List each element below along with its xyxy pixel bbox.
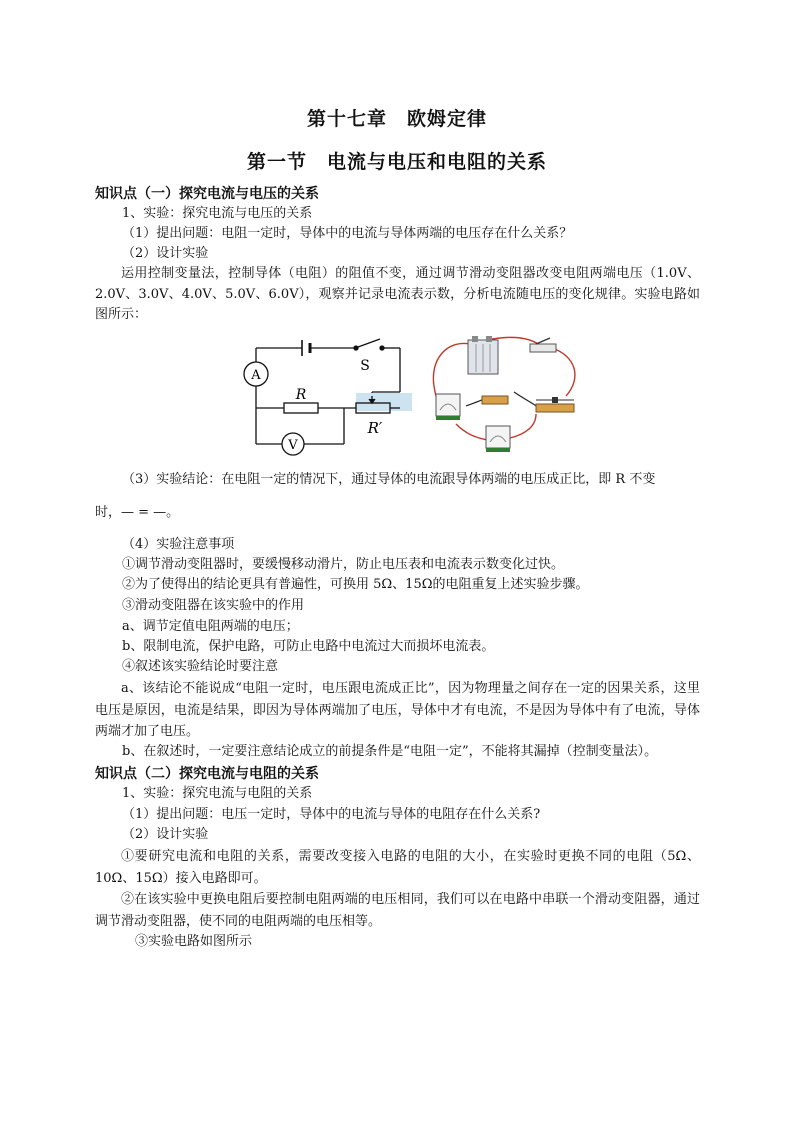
- kp1-conclusion-formula: 时，— = —。: [95, 505, 180, 520]
- kp1-note-2: ②为了使得出的结论更具有普遍性，可换用 5Ω、15Ω的电阻重复上述实验步骤。: [122, 577, 589, 592]
- kp1-note-4: ④叙述该实验结论时要注意: [122, 659, 279, 674]
- apparatus-photo: [426, 330, 586, 462]
- kp1-note-3a: a、调节定值电阻两端的电压；: [122, 619, 299, 634]
- rheostat-label: R′: [367, 419, 383, 437]
- kp1-note-3b: b、限制电流，保护电路，可防止电路中电流过大而损坏电流表。: [122, 639, 495, 654]
- ammeter-label: A: [251, 368, 261, 383]
- kp1-line-design: （2）设计实验: [122, 246, 209, 261]
- kp1-line-question: （1）提出问题：电阻一定时，导体中的电流与导体两端的电压存在什么关系？: [122, 226, 573, 241]
- kp1-paragraph-method: 运用控制变量法，控制导体（电阻）的阻值不变，通过调节滑动变阻器改变电阻两端电压（1.0V、2.0V、3.0V、4.0V、5.0V、6.0V），观察并记录电流表示数，分析电流随电压的变化规律。实验电路如图所示：: [95, 266, 700, 322]
- kp1-note-3: ③滑动变阻器在该实验中的作用: [122, 598, 305, 613]
- kp2-line-design: （2）设计实验: [122, 827, 209, 842]
- kp1-heading: 知识点（一）探究电流与电压的关系: [95, 186, 319, 202]
- kp2-paragraph-2: ②在该实验中更换电阻后要控制电阻两端的电压相同，我们可以在电路中串联一个滑动变阻器，通过调节滑动变阻器，使不同的电阻两端的电压相等。: [95, 892, 700, 929]
- kp2-line-experiment: 1、实验：探究电流与电阻的关系: [122, 786, 313, 801]
- voltmeter-label: V: [288, 438, 298, 453]
- kp1-line-notes: （4）实验注意事项: [122, 537, 235, 552]
- kp1-note-1: ①调节滑动变阻器时，要缓慢移动滑片，防止电压表和电流表示数变化过快。: [122, 557, 565, 572]
- chapter-title: 第十七章 欧姆定律: [306, 108, 487, 130]
- switch-label: S: [360, 358, 370, 374]
- kp1-conclusion: （3）实验结论：在电阻一定的情况下，通过导体的电流跟导体两端的电压成正比，即 R 不变: [122, 472, 656, 487]
- resistor-label: R: [295, 387, 307, 403]
- kp2-line-question: （1）提出问题：电压一定时，导体中的电流与导体的电阻存在什么关系?: [122, 807, 541, 822]
- section-title: 第一节 电流与电压和电阻的关系: [246, 151, 547, 173]
- kp1-note-b: b、在叙述时，一定要注意结论成立的前提条件是“电阻一定”，不能将其漏掉（控制变量法）。: [122, 744, 658, 759]
- kp1-line-experiment: 1、实验：探究电流与电压的关系: [122, 206, 313, 221]
- kp1-paragraph-note-a: a、该结论不能说成“电阻一定时，电压跟电流成正比”，因为物理量之间存在一定的因果关系，这里电压是原因，电流是结果，即因为导体两端加了电压，导体中才有电流，不是因为导体中有了电流，导体两端才加了电压。: [95, 681, 700, 739]
- circuit-diagram: [232, 334, 422, 462]
- kp2-heading: 知识点（二）探究电流与电阻的关系: [95, 766, 319, 782]
- kp2-line-circuit: ③实验电路如图所示: [135, 934, 253, 949]
- kp2-paragraph-1: ①要研究电流和电阻的关系，需要改变接入电路的电阻的大小，在实验时更换不同的电阻（5Ω、10Ω、15Ω）接入电路即可。: [95, 849, 700, 886]
